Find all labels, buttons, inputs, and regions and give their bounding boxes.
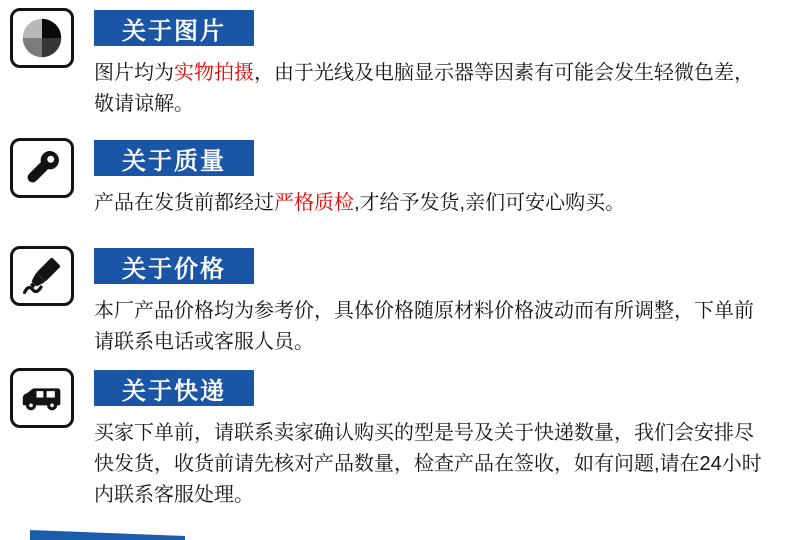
section-body [94,418,762,511]
body-text: ,才给予发货,亲们可安心购买。 [354,192,626,214]
body-text: 买家下单前，请联系卖家确认购买的型是号及关于快递数量，我们会安排尽 [94,422,754,444]
body-text: 请联系电话或客服人员。 [94,331,314,353]
section-title-badge [94,140,254,176]
section-body [94,188,625,219]
body-line [94,89,754,120]
body-text: 产品在发货前都经过 [94,192,274,214]
section-body [94,296,754,358]
section-title: 关于快递 [122,377,226,405]
bottom-banner-edge [30,530,185,540]
section-title-badge [94,10,254,46]
body-line [94,480,762,511]
body-line [94,327,754,358]
highlight-text: 实物拍摄 [174,62,254,84]
section-about-price [10,248,754,358]
truck-icon [10,368,74,428]
section-about-images [10,10,754,120]
body-line [94,449,762,480]
body-line [94,296,754,327]
body-line [94,188,625,219]
section-title: 关于图片 [122,17,226,45]
body-line [94,58,754,89]
body-text: 本厂产品价格均为参考价，具体价格随原材料价格波动而有所调整，下单前 [94,300,754,322]
body-text: 图片均为 [94,62,174,84]
section-about-quality [10,140,625,219]
section-title: 关于价格 [122,255,226,283]
body-text: ，由于光线及电脑显示器等因素有可能会发生轻微色差， [254,62,754,84]
lens-icon [10,8,74,68]
section-body [94,58,754,120]
marker-icon [10,246,74,306]
body-text: 快发货，收货前请先核对产品数量，检查产品在签收，如有问题,请在24小时 [94,453,762,475]
section-about-shipping [10,370,762,511]
section-title: 关于质量 [122,147,226,175]
body-text: 敬请谅解。 [94,93,194,115]
body-text: 内联系客服处理。 [94,484,254,506]
body-line [94,418,762,449]
section-title-badge [94,370,254,406]
magnifier-icon [10,138,74,198]
highlight-text: 严格质检 [274,192,354,214]
section-title-badge [94,248,254,284]
